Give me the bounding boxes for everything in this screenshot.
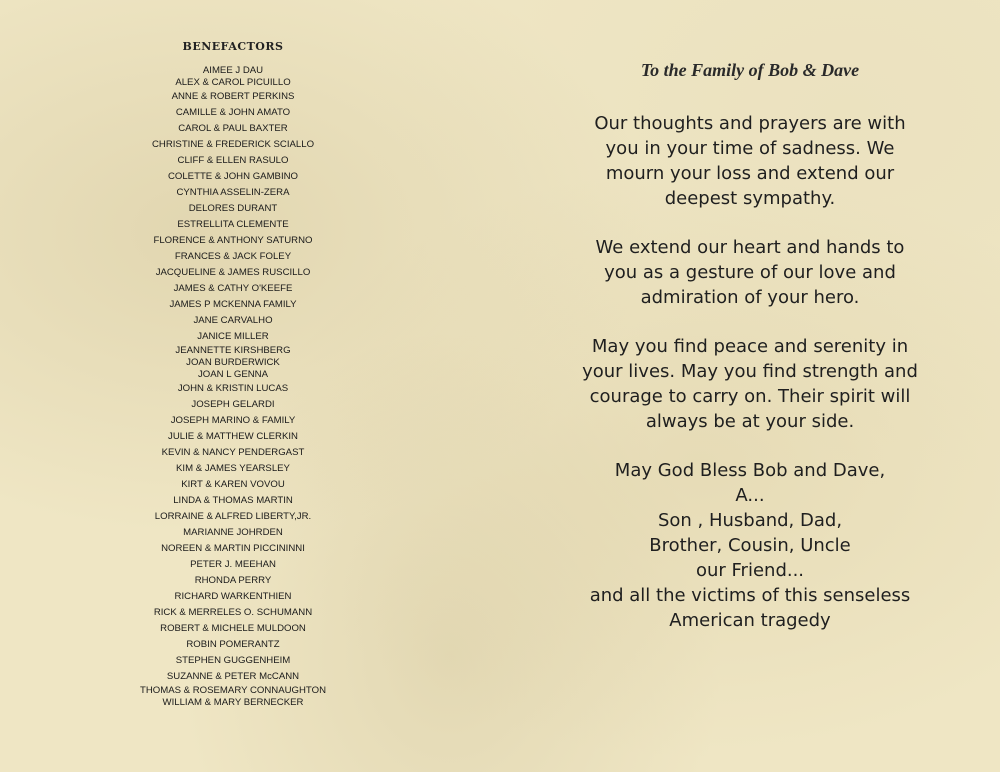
benefactor-name: COLETTE & JOHN GAMBINO	[167, 171, 299, 182]
letter-line: Brother, Cousin, Uncle	[649, 535, 851, 556]
benefactor-name: JANE CARVALHO	[193, 315, 273, 326]
letter-line: our Friend...	[695, 560, 805, 581]
benefactor-name: JAMES P MCKENNA FAMILY	[169, 299, 297, 310]
benefactor-name: MARIANNE JOHRDEN	[183, 527, 283, 538]
letter-line: We extend our heart and hands to	[595, 237, 905, 258]
benefactor-name: FRANCES & JACK FOLEY	[174, 251, 292, 262]
benefactor-name: STEPHEN GUGGENHEIM	[175, 655, 291, 666]
benefactor-name: JOSEPH GELARDI	[191, 399, 275, 410]
letter-line: deepest sympathy.	[664, 188, 836, 209]
letter-paragraph-4	[540, 458, 960, 633]
benefactor-name: JACQUELINE & JAMES RUSCILLO	[155, 267, 311, 278]
letter-line: Our thoughts and prayers are with	[594, 113, 906, 134]
benefactor-name: LORRAINE & ALFRED LIBERTY,JR.	[154, 511, 312, 522]
benefactor-name: CYNTHIA ASSELIN-ZERA	[176, 187, 290, 198]
benefactors-list	[128, 65, 338, 709]
benefactor-name: JOHN & KRISTIN LUCAS	[177, 383, 289, 394]
letter-line: courage to carry on. Their spirit will	[589, 386, 911, 407]
benefactor-name: PETER J. MEEHAN	[190, 559, 276, 570]
letter-line: you in your time of sadness. We	[605, 138, 895, 159]
letter-line: Son , Husband, Dad,	[657, 510, 843, 531]
benefactors-heading: BENEFACTORS	[182, 40, 284, 53]
benefactor-name: THOMAS & ROSEMARY CONNAUGHTON	[139, 685, 327, 696]
benefactor-name: RICK & MERRELES O. SCHUMANN	[153, 607, 313, 618]
benefactor-name: KIM & JAMES YEARSLEY	[176, 463, 290, 474]
benefactor-name: ROBERT & MICHELE MULDOON	[160, 623, 306, 634]
letter-line: mourn your loss and extend our	[605, 163, 895, 184]
benefactor-name: CAMILLE & JOHN AMATO	[175, 107, 291, 118]
letter-line: May you find peace and serenity in	[591, 336, 909, 357]
benefactor-name: RICHARD WARKENTHIEN	[174, 591, 292, 602]
benefactor-name: AIMEE J DAU	[202, 65, 264, 76]
benefactor-name: DELORES DURANT	[188, 203, 278, 214]
letter-line: American tragedy	[669, 610, 831, 631]
letter-line: always be at your side.	[645, 411, 855, 432]
benefactor-name: JOAN L GENNA	[197, 369, 268, 380]
benefactor-name: CHRISTINE & FREDERICK SCIALLO	[151, 139, 315, 150]
benefactors-column	[128, 40, 338, 709]
letter-line: May God Bless Bob and Dave,	[614, 460, 886, 481]
benefactor-name: JANICE MILLER	[197, 331, 269, 342]
benefactor-name: ALEX & CAROL PICUILLO	[175, 77, 291, 88]
benefactor-name: WILLIAM & MARY BERNECKER	[162, 697, 304, 708]
letter-paragraph-1	[540, 111, 960, 211]
benefactor-name: CAROL & PAUL BAXTER	[178, 123, 288, 134]
benefactor-name: ESTRELLITA CLEMENTE	[177, 219, 289, 230]
letter-line: and all the victims of this senseless	[589, 585, 911, 606]
benefactor-name: FLORENCE & ANTHONY SATURNO	[153, 235, 313, 246]
benefactor-name: JOAN BURDERWICK	[186, 357, 280, 368]
letter-line: you as a gesture of our love and	[604, 262, 896, 283]
letter-paragraph-3	[540, 334, 960, 434]
letter-paragraph-2	[540, 235, 960, 310]
letter-line: your lives. May you find strength and	[582, 361, 918, 382]
benefactor-name: CLIFF & ELLEN RASULO	[177, 155, 289, 166]
benefactor-name: KIRT & KAREN VOVOU	[181, 479, 285, 490]
benefactor-name: SUZANNE & PETER McCANN	[166, 671, 300, 682]
benefactor-name: ROBIN POMERANTZ	[186, 639, 280, 650]
benefactor-name: NOREEN & MARTIN PICCININNI	[161, 543, 305, 554]
letter-line: A...	[735, 485, 765, 506]
letter-column	[540, 60, 960, 657]
benefactor-name: ANNE & ROBERT PERKINS	[171, 91, 295, 102]
benefactor-name: KEVIN & NANCY PENDERGAST	[161, 447, 305, 458]
benefactor-name: RHONDA PERRY	[194, 575, 272, 586]
letter-line: admiration of your hero.	[640, 287, 860, 308]
benefactor-name: JAMES & CATHY O'KEEFE	[173, 283, 293, 294]
benefactor-name: LINDA & THOMAS MARTIN	[173, 495, 293, 506]
benefactor-name: JEANNETTE KIRSHBERG	[175, 345, 291, 356]
benefactor-name: JOSEPH MARINO & FAMILY	[170, 415, 296, 426]
letter-title: To the Family of Bob & Dave	[640, 60, 860, 80]
benefactor-name: JULIE & MATTHEW CLERKIN	[168, 431, 298, 442]
